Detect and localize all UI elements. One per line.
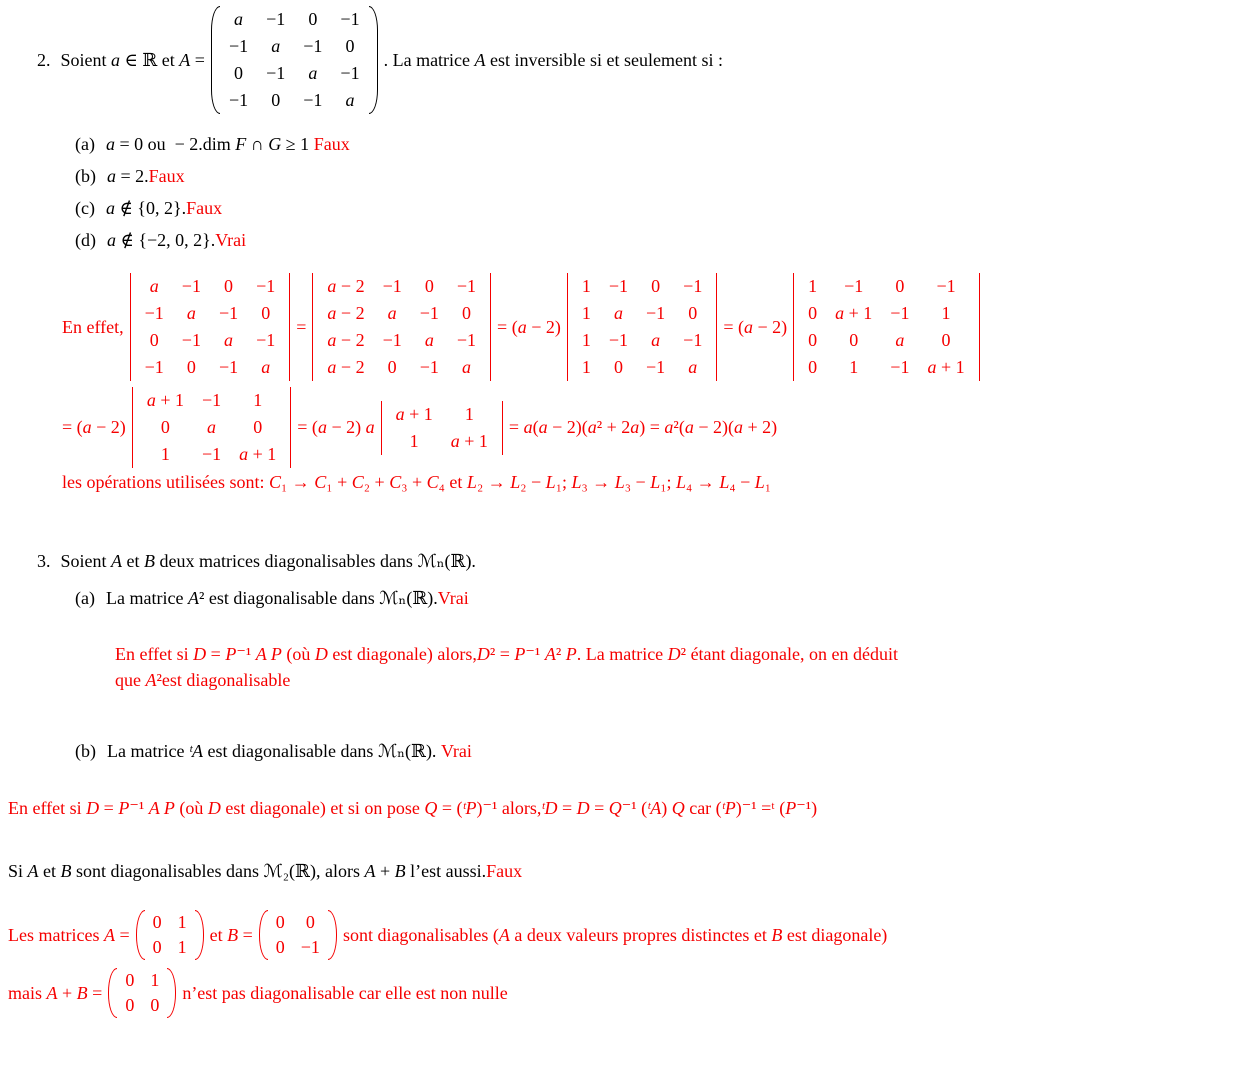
counterexample-mid: et B = (209, 924, 253, 945)
matrix-cell: 1 (409, 430, 419, 451)
matrix-cell: 0 (808, 357, 818, 377)
matrix-cell: 0 (941, 330, 951, 350)
right-paren (195, 910, 204, 960)
factor-a-minus-2: = (a − 2) (723, 316, 788, 337)
item-a-explanation-line-2: que A²est diagonalisable (115, 670, 291, 690)
matrix-cell: 0 (275, 912, 285, 932)
item-b-text: La matrice ᵗA est diagonalisable dans ℳₙ(ℝ). (107, 741, 441, 761)
matrix-cell: 0 (149, 330, 159, 350)
counterexample-line-2 (8, 968, 1239, 1018)
item-a-label: (a) (75, 588, 95, 608)
matrix-cell: −1 (646, 357, 666, 377)
matrix-cell: a − 2 (327, 330, 365, 350)
factor-a-minus-2: = (a − 2) (62, 417, 126, 437)
matrix-cell: 0 (261, 303, 271, 323)
operations-text: les opérations utilisées sont: C₁ → C₁ + C₂ + C₃ + C₄ et L₂ → L₂ − L₁; L₃ → L₃ − L₁; L₄ → L₄ − L₁ (62, 472, 772, 492)
matrix-cell: −1 (936, 276, 956, 296)
sum-statement-text: Si A et B sont diagonalisables dans ℳ₂(ℝ), alors A + B l’est aussi. (8, 861, 487, 881)
left-bar (567, 273, 568, 381)
matrix-cell: −1 (181, 276, 201, 296)
right-bar (979, 273, 980, 381)
option-d-label: (d) (75, 230, 96, 250)
matrix-cell: a (461, 357, 471, 377)
determinant-6 (381, 401, 503, 455)
counterexample-line-1 (8, 910, 1239, 960)
matrix-cell: 1 (581, 330, 591, 350)
counterexample-lead: Les matrices A = (8, 924, 130, 945)
matrix-cell: a (895, 330, 905, 350)
option-d (75, 230, 1239, 251)
matrix-cell: a (651, 330, 661, 350)
matrix-cell: −1 (419, 357, 439, 377)
matrix-cell: 0 (688, 303, 698, 323)
right-paren (369, 6, 378, 114)
matrix-cell: 0 (424, 276, 434, 296)
matrix-cell: a + 1 (450, 430, 488, 451)
matrix-cell: 1 (253, 390, 263, 410)
item-b-explanation-text: En effet si D = P⁻¹ A P (où D est diagonale) et si on pose Q = (ᵗP)⁻¹ alors,ᵗD = D = Q⁻¹ (ᵗA) Q car (ᵗP)⁻¹ =ᵗ (P⁻¹) (8, 798, 818, 818)
sum-matrix-tail: n’est pas diagonalisable car elle est non nulle (182, 982, 508, 1003)
matrix-cell: −1 (844, 276, 864, 296)
question-3-intro-text: Soient A et B deux matrices diagonalisables dans ℳₙ(ℝ). (60, 551, 476, 571)
option-b (75, 166, 1239, 187)
matrix-A (211, 6, 378, 114)
matrix-cell: 1 (177, 937, 187, 957)
question-3-item-a (75, 588, 1239, 609)
question-3-number: 3. (37, 551, 51, 571)
matrix-cell: a (207, 417, 217, 437)
matrix-cell: −1 (340, 9, 360, 29)
left-paren (108, 968, 117, 1018)
matrix-cell: −1 (218, 303, 239, 323)
matrix-cell: 1 (581, 303, 591, 323)
matrix-cell: 1 (849, 357, 859, 377)
matrix-cell: a − 2 (327, 357, 365, 377)
matrix-cell: a (387, 303, 397, 323)
item-a-text: La matrice A² est diagonalisable dans ℳₙ(ℝ). (105, 588, 438, 608)
matrix-cell: 1 (160, 444, 170, 464)
matrix-cell: a (186, 303, 196, 323)
matrix-cell: 0 (150, 995, 160, 1015)
matrix-cell: 0 (651, 276, 661, 296)
matrix-cell: −1 (228, 36, 249, 56)
proof-determinant-line-2 (62, 387, 1239, 468)
matrix-cell: 1 (150, 970, 160, 990)
matrix-cell: −1 (683, 330, 703, 350)
matrix-cell: a + 1 (239, 444, 277, 464)
determinant-5 (132, 387, 291, 468)
matrix-cell: a (308, 63, 318, 83)
left-paren (259, 910, 268, 960)
left-bar (132, 387, 133, 468)
matrix-cell: −1 (608, 276, 629, 296)
left-paren (136, 910, 145, 960)
option-d-verdict: Vrai (215, 230, 247, 250)
matrix-cell: 1 (581, 276, 591, 296)
item-a-verdict: Vrai (437, 588, 469, 608)
matrix-cell: −1 (266, 9, 286, 29)
option-c-verdict: Faux (186, 198, 223, 218)
matrix-cell: 0 (849, 330, 859, 350)
matrix-cell: −1 (890, 357, 910, 377)
option-b-text: a = 2. (107, 166, 149, 186)
sum-matrix-lead: mais A + B = (8, 982, 103, 1003)
matrix-cell: 1 (941, 303, 951, 323)
right-bar (502, 401, 503, 455)
option-b-label: (b) (75, 166, 96, 186)
sum-diagonalizable-statement (8, 861, 1239, 882)
matrix-cell: 0 (271, 90, 281, 110)
right-paren (328, 910, 337, 960)
matrix-cell: −1 (144, 357, 164, 377)
item-b-explanation (8, 798, 1239, 819)
matrix-cell: a (234, 9, 244, 29)
matrix-cell: 0 (808, 303, 818, 323)
matrix-B-2x2 (259, 910, 337, 960)
matrix-cell: −1 (201, 390, 222, 410)
proof-determinant-line-1 (62, 273, 1239, 381)
option-a (75, 134, 1239, 155)
matrix-cell: 0 (808, 330, 818, 350)
matrix-cell: −1 (228, 90, 249, 110)
matrix-cell: −1 (266, 63, 286, 83)
matrix-cell: 0 (305, 912, 315, 932)
matrix-cell: −1 (218, 357, 239, 377)
matrix-cell: a − 2 (327, 303, 365, 323)
left-bar (312, 273, 313, 381)
matrix-cell: a (613, 303, 623, 323)
item-a-explanation (115, 641, 1239, 693)
matrix-cell: 1 (464, 403, 474, 424)
matrix-cell: 0 (895, 276, 905, 296)
matrix-cell: a + 1 (927, 357, 965, 377)
matrix-cell: 0 (387, 357, 397, 377)
matrix-cell: −1 (181, 330, 201, 350)
left-bar (381, 401, 382, 455)
determinant-3 (567, 273, 717, 381)
matrix-cell: 1 (177, 912, 187, 932)
matrix-cell: −1 (890, 303, 910, 323)
question-2-number: 2. (37, 49, 51, 70)
factor-a-minus-2-times-a: = (a − 2) a (297, 417, 375, 437)
option-a-label: (a) (75, 134, 95, 154)
final-factorization: = a(a − 2)(a² + 2a) = a²(a − 2)(a + 2) (508, 417, 778, 437)
matrix-cell: −1 (201, 444, 222, 464)
matrix-cell: −1 (456, 276, 477, 296)
question-2-intro-before: Soient a ∈ ℝ et A = (60, 49, 205, 70)
question-2-options (75, 134, 1239, 251)
matrix-cell: 0 (125, 995, 135, 1015)
option-c-text: a ∉ {0, 2}. (105, 198, 187, 218)
matrix-cell: a (149, 276, 159, 296)
option-b-verdict: Faux (148, 166, 185, 186)
option-a-text: a = 0 ou − 2.dim F ∩ G ≥ 1 (105, 134, 314, 154)
left-bar (793, 273, 794, 381)
matrix-cell: 0 (308, 9, 318, 29)
question-2-intro-line (37, 0, 1239, 114)
matrix-A-2x2 (136, 910, 204, 960)
matrix-cell: −1 (382, 276, 402, 296)
matrix-cell: a + 1 (146, 390, 184, 410)
equals-sign: = (296, 316, 307, 337)
matrix-cell: 0 (613, 357, 623, 377)
matrix-cell: 0 (345, 36, 355, 56)
item-b-verdict: Vrai (440, 741, 472, 761)
matrix-cell: 0 (152, 912, 162, 932)
item-b-label: (b) (75, 741, 96, 761)
matrix-cell: −1 (303, 36, 323, 56)
counterexample-tail: sont diagonalisables (A a deux valeurs propres distinctes et B est diagonale) (342, 924, 888, 945)
matrix-cell: −1 (256, 330, 276, 350)
matrix-cell: a (345, 90, 355, 110)
matrix-cell: 0 (275, 937, 285, 957)
matrix-cell: 1 (581, 357, 591, 377)
matrix-cell: 1 (808, 276, 818, 296)
option-d-text: a ∉ {−2, 0, 2}. (107, 230, 216, 250)
question-3-item-b (75, 741, 1239, 762)
determinant-2 (312, 273, 491, 381)
matrix-cell: −1 (144, 303, 164, 323)
matrix-cell: a (224, 330, 234, 350)
matrix-cell: a − 2 (327, 276, 365, 296)
matrix-cell: 0 (152, 937, 162, 957)
matrix-cell: a (688, 357, 698, 377)
matrix-cell: a + 1 (835, 303, 873, 323)
matrix-cell: a (424, 330, 434, 350)
matrix-cell: −1 (456, 330, 477, 350)
matrix-cell: −1 (419, 303, 439, 323)
determinant-1 (130, 273, 291, 381)
question-3-intro-line (37, 551, 1239, 572)
right-bar (490, 273, 491, 381)
matrix-cell: 0 (234, 63, 244, 83)
right-bar (289, 273, 290, 381)
matrix-cell: 0 (253, 417, 263, 437)
sum-statement-verdict: Faux (486, 861, 523, 881)
matrix-A-plus-B-2x2 (108, 968, 176, 1018)
matrix-cell: −1 (683, 276, 703, 296)
matrix-cell: a (271, 36, 281, 56)
matrix-cell: −1 (646, 303, 666, 323)
matrix-cell: a + 1 (395, 403, 433, 424)
item-a-explanation-line-1: En effet si D = P⁻¹ A P (où D est diagonale) alors,D² = P⁻¹ A² P. La matrice D² étant diagonale, on en déduit (115, 644, 898, 664)
matrix-cell: 0 (224, 276, 234, 296)
right-bar (290, 387, 291, 468)
matrix-cell: 0 (461, 303, 471, 323)
matrix-cell: 0 (160, 417, 170, 437)
matrix-cell: −1 (340, 63, 360, 83)
matrix-cell: −1 (382, 330, 402, 350)
question-2-intro-after: . La matrice A est inversible si et seulement si : (383, 49, 723, 70)
right-bar (716, 273, 717, 381)
right-paren (167, 968, 176, 1018)
matrix-cell: −1 (256, 276, 276, 296)
option-a-verdict: Faux (313, 134, 350, 154)
matrix-cell: −1 (303, 90, 323, 110)
operations-used-line (62, 472, 1239, 493)
matrix-cell: −1 (300, 937, 320, 957)
proof-lead: En effet, (62, 316, 124, 337)
left-paren (211, 6, 220, 114)
left-bar (130, 273, 131, 381)
option-c (75, 198, 1239, 219)
factor-a-minus-2: = (a − 2) (497, 316, 561, 337)
matrix-cell: 0 (125, 970, 135, 990)
matrix-cell: −1 (608, 330, 629, 350)
determinant-4 (793, 273, 979, 381)
matrix-cell: 0 (186, 357, 196, 377)
option-c-label: (c) (75, 198, 95, 218)
matrix-cell: a (261, 357, 271, 377)
